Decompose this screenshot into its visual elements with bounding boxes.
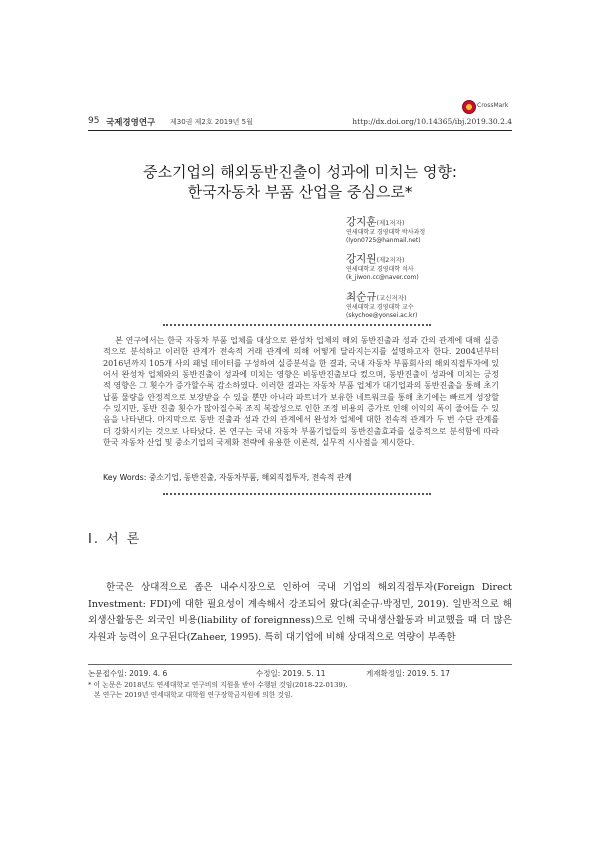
author-2: [346, 247, 419, 282]
footnote-scholarship: 본 연구는 2019년 연세대학교 대학원 연구장학금지원에 의한 것임.: [94, 691, 293, 699]
accepted-date: 게재확정일: 2019. 5. 17: [366, 669, 451, 678]
author-role: (제2저자): [376, 256, 405, 264]
volume-issue: 제30권 제2호 2019년 5월: [170, 118, 253, 126]
abstract-divider-top: [163, 324, 431, 326]
author-email[interactable]: (lyon0725@hanmail.net): [346, 237, 421, 244]
journal-name: 국제경영연구: [106, 118, 156, 128]
header-rule: [88, 130, 512, 131]
crossmark-badge[interactable]: [462, 100, 522, 114]
author-3: [346, 285, 417, 320]
crossmark-label: CrossMark: [477, 102, 509, 109]
author-role: (제1저자): [376, 219, 405, 227]
running-header: [88, 116, 512, 130]
author-affiliation: 연세대학교 경영대학 교수: [346, 304, 414, 311]
author-email[interactable]: (skychoe@yonsei.ac.kr): [346, 312, 418, 319]
keywords: Key Words: 중소기업, 동반진출, 자동차부품, 해외직접투자, 전속적 관계: [103, 473, 352, 482]
author-affiliation: 연세대학교 경영대학 석사: [346, 266, 414, 273]
section-heading: Ⅰ. 서 론: [88, 532, 142, 547]
body-paragraph: 한국은 상대적으로 좁은 내수시장으로 인하여 국내 기업의 해외직접투자(Foreign Direct Investment: FDI)에 대한 필요성이 계속해서 강조되어 왔다(최순규·박정민, 2019). 일반적으로 해외생산활동은 외국인 비용(liability of foreignness)으로 인해 국내생산활동과 비교했을 때 더 많은 자원과 능력이 요구된다(Zaheer, 1995). 특히 대기업에 비해 상대적으로 역량이 부족한: [88, 582, 512, 644]
crossmark-icon: [462, 100, 476, 114]
author-role: (교신저자): [376, 294, 407, 302]
abstract-divider-bottom: [163, 493, 431, 495]
author-affiliation: 연세대학교 경영대학 박사과정: [346, 229, 426, 236]
author-email[interactable]: (k_jiwon.cc@naver.com): [346, 274, 419, 281]
author-1: [346, 210, 425, 245]
abstract-text: 본 연구에서는 한국 자동차 부품 업체를 대상으로 완성차 업체의 해외 동반진출과 성과 간의 관계에 대해 실증적으로 분석하고 이러한 관계가 전속적 거래 관계에 의해 어떻게 달라지는지를 설명하고자 한다. 2004년부터 2016년까지 105개 사의 패널 데이터를 구성하여 실증분석을 한 결과, 국내 자동차 부품회사의 해외직접투자에 있어서 완성차 업체와의 동반진출이 성과에 미치는 영향은 비동반진출보다 컸으며, 동반진출이 성과에 미치는 긍정적 영향은 그 횟수가 증가할수록 감소하였다. 이러한 결과는 자동차 부품 업체가 대기업과의 동반진출을 통해 초기 납품 물량을 안정적으로 보장받을 수 있을 뿐만 아니라 파트너가 보유한 네트워크를 통해 초기에는 빠르게 성장할 수 있지만, 동반 진출 횟수가 많아질수록 조직 복잡성으로 인한 조정 비용의 증가로 인해 이익의 폭이 줄어들 수 있음을 나타낸다. 마지막으로 동반 진출과 성과 간의 관계에서 완성차 업체에 대한 전속적 관계가 두 번 수단 관계를 더 강화시키는 것으로 나타났다. 본 연구는 국내 자동차 부품기업들의 동반진출효과를 실증적으로 분석함에 따라 한국 자동차 산업 및 중소기업의 국제화 전략에 유용한 이론적, 실무적 시사점을 제시한다.: [103, 336, 499, 448]
author-name: 강지훈: [346, 216, 377, 228]
doi-link[interactable]: http://dx.doi.org/10.14365/ibj.2019.30.2.4: [352, 117, 512, 126]
received-date: 논문접수일: 2019. 4. 6: [88, 669, 168, 678]
footnote-funding: * 이 논문은 2018년도 연세대학교 연구비의 지원을 받아 수행된 것임(2018-22-0139).: [88, 681, 348, 689]
title-line-2: 한국자동차 부품 산업을 중심으로*: [187, 183, 413, 201]
revised-date: 수정일: 2019. 5. 11: [256, 669, 326, 678]
author-name: 강지원: [346, 253, 377, 265]
footnote-rule: [88, 664, 512, 665]
title-line-1: 중소기업의 해외동반진출이 성과에 미치는 영향:: [143, 163, 457, 181]
author-name: 최순규: [346, 291, 377, 303]
page-number: 95: [88, 116, 100, 126]
